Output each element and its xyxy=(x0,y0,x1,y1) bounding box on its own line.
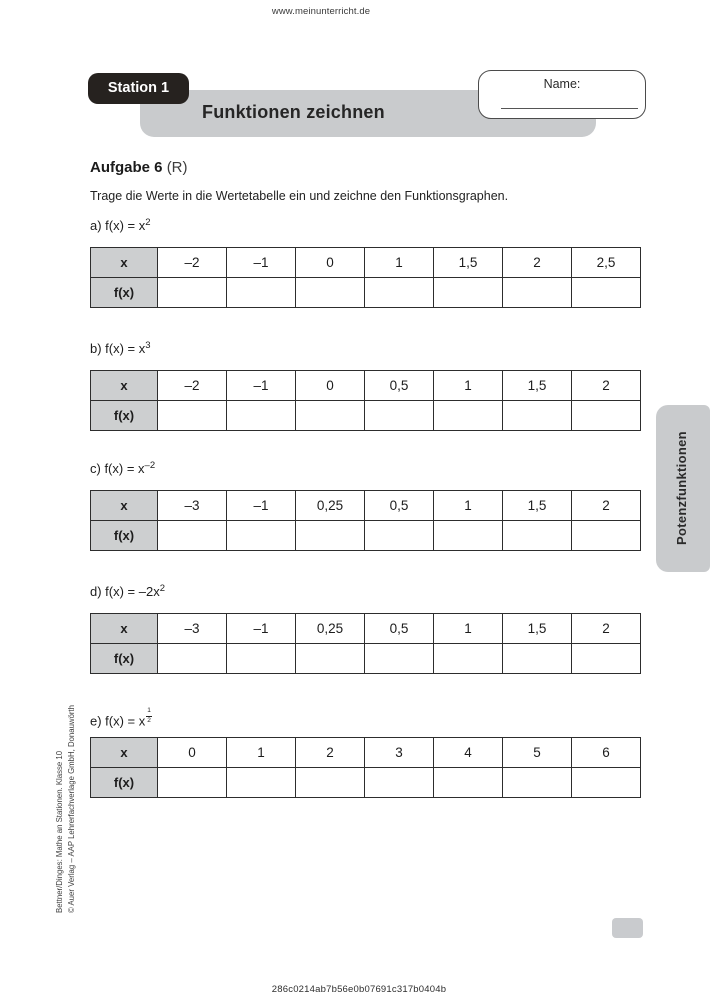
x-value-cell: 1,5 xyxy=(503,371,572,401)
fx-empty-cell xyxy=(296,521,365,551)
function-exponent: 3 xyxy=(145,340,151,351)
name-box xyxy=(478,70,646,119)
row-header-fx: f(x) xyxy=(91,278,158,308)
site-url: www.meinunterricht.de xyxy=(271,6,371,17)
x-value-cell: 0 xyxy=(158,738,227,768)
fraction-denominator: 2 xyxy=(147,716,151,724)
chapter-side-tab xyxy=(656,405,710,572)
x-value-cell: 0,25 xyxy=(296,491,365,521)
station-badge: Station 1 xyxy=(88,73,189,104)
fx-empty-cell xyxy=(434,401,503,431)
fx-empty-cell xyxy=(227,768,296,798)
row-header-x: x xyxy=(91,248,158,278)
function-formula-text: e) f(x) = x xyxy=(90,713,146,729)
chapter-side-tab-label: Potenzfunktionen xyxy=(674,431,689,546)
x-value-cell: 0 xyxy=(296,371,365,401)
function-label-b xyxy=(90,341,641,357)
x-value-cell: 1 xyxy=(434,371,503,401)
task-instruction: Trage die Werte in die Wertetabelle ein und zeichne den Funktionsgraphen. xyxy=(90,189,509,203)
x-value-cell: 0 xyxy=(296,248,365,278)
fx-empty-cell xyxy=(227,278,296,308)
fx-empty-cell xyxy=(158,521,227,551)
name-write-line xyxy=(501,108,638,109)
function-exponent-fraction xyxy=(146,708,152,724)
row-header-fx: f(x) xyxy=(91,644,158,674)
value-table-e xyxy=(90,737,641,798)
function-formula-text: a) f(x) = x xyxy=(90,218,146,233)
task-heading-number: Aufgabe 6 xyxy=(90,159,163,176)
x-value-cell: –1 xyxy=(227,491,296,521)
x-value-cell: 4 xyxy=(434,738,503,768)
fx-empty-cell xyxy=(158,401,227,431)
x-value-cell: –2 xyxy=(158,248,227,278)
task-block-a xyxy=(90,218,641,308)
x-value-cell: 5 xyxy=(503,738,572,768)
fx-empty-cell xyxy=(503,521,572,551)
fx-empty-cell xyxy=(365,278,434,308)
x-value-cell: 0,5 xyxy=(365,371,434,401)
function-exponent: 2 xyxy=(159,583,166,594)
row-header-fx: f(x) xyxy=(91,401,158,431)
x-value-cell: 2 xyxy=(503,248,572,278)
fx-empty-cell xyxy=(503,278,572,308)
function-label-c xyxy=(90,461,641,477)
fx-empty-cell xyxy=(572,401,641,431)
fx-empty-cell xyxy=(572,521,641,551)
function-exponent: –2 xyxy=(144,460,156,471)
x-value-cell: 2 xyxy=(296,738,365,768)
footer-code: 286c0214ab7b56e0b07691c317b0404b xyxy=(271,984,447,995)
x-value-cell: –3 xyxy=(158,491,227,521)
fx-empty-cell xyxy=(296,278,365,308)
fx-empty-cell xyxy=(296,644,365,674)
x-value-cell: 6 xyxy=(572,738,641,768)
fx-empty-cell xyxy=(296,401,365,431)
function-formula-text: b) f(x) = x xyxy=(90,341,146,356)
row-header-x: x xyxy=(91,614,158,644)
fx-empty-cell xyxy=(572,768,641,798)
fx-empty-cell xyxy=(227,401,296,431)
credits-copyright-line: © Auer Verlag – AAP Lehrerfachverlage GmbH, Donauwörth xyxy=(66,704,76,913)
x-value-cell: –1 xyxy=(227,371,296,401)
fx-empty-cell xyxy=(365,401,434,431)
task-block-d xyxy=(90,584,641,674)
fx-empty-cell xyxy=(434,278,503,308)
fx-empty-cell xyxy=(434,644,503,674)
x-value-cell: –1 xyxy=(227,248,296,278)
fx-empty-cell xyxy=(434,521,503,551)
credits-series-line: Bettner/Dinges: Mathe an Stationen. Klasse 10 xyxy=(55,750,64,913)
row-header-x: x xyxy=(91,738,158,768)
row-header-fx: f(x) xyxy=(91,768,158,798)
fx-empty-cell xyxy=(158,278,227,308)
x-value-cell: 1,5 xyxy=(503,491,572,521)
task-heading-suffix: (R) xyxy=(166,159,188,176)
x-value-cell: –2 xyxy=(158,371,227,401)
row-header-x: x xyxy=(91,491,158,521)
row-header-fx: f(x) xyxy=(91,521,158,551)
fx-empty-cell xyxy=(227,644,296,674)
x-value-cell: 1 xyxy=(227,738,296,768)
footer-gray-rect xyxy=(612,918,643,938)
row-header-x: x xyxy=(91,371,158,401)
fx-empty-cell xyxy=(503,644,572,674)
x-value-cell: 0,5 xyxy=(365,614,434,644)
x-value-cell: 1,5 xyxy=(434,248,503,278)
fx-empty-cell xyxy=(365,521,434,551)
name-label: Name: xyxy=(543,77,581,91)
x-value-cell: 2 xyxy=(572,491,641,521)
fx-empty-cell xyxy=(158,768,227,798)
x-value-cell: 1 xyxy=(434,614,503,644)
fx-empty-cell xyxy=(296,768,365,798)
value-table-d xyxy=(90,613,641,674)
task-heading xyxy=(90,159,188,176)
fx-empty-cell xyxy=(434,768,503,798)
function-exponent: 2 xyxy=(145,217,151,228)
fx-empty-cell xyxy=(572,644,641,674)
credits xyxy=(54,705,77,913)
fx-empty-cell xyxy=(503,401,572,431)
fraction-numerator: 1 xyxy=(146,708,152,717)
fx-empty-cell xyxy=(503,768,572,798)
x-value-cell: 1 xyxy=(434,491,503,521)
worksheet-title: Funktionen zeichnen xyxy=(202,102,385,122)
x-value-cell: 3 xyxy=(365,738,434,768)
function-formula-text: c) f(x) = x xyxy=(90,461,145,476)
x-value-cell: 0,25 xyxy=(296,614,365,644)
fx-empty-cell xyxy=(227,521,296,551)
fx-empty-cell xyxy=(365,644,434,674)
function-label-d xyxy=(90,584,641,600)
value-table-b xyxy=(90,370,641,431)
x-value-cell: 2 xyxy=(572,371,641,401)
x-value-cell: –1 xyxy=(227,614,296,644)
x-value-cell: 1 xyxy=(365,248,434,278)
fx-empty-cell xyxy=(158,644,227,674)
function-label-e xyxy=(90,707,641,729)
x-value-cell: 0,5 xyxy=(365,491,434,521)
value-table-a xyxy=(90,247,641,308)
x-value-cell: 2,5 xyxy=(572,248,641,278)
task-block-e xyxy=(90,708,641,798)
fx-empty-cell xyxy=(365,768,434,798)
x-value-cell: –3 xyxy=(158,614,227,644)
x-value-cell: 2 xyxy=(572,614,641,644)
task-block-c xyxy=(90,461,641,551)
function-formula-text: d) f(x) = –2x xyxy=(90,584,160,599)
fx-empty-cell xyxy=(572,278,641,308)
function-label-a xyxy=(90,218,641,234)
x-value-cell: 1,5 xyxy=(503,614,572,644)
value-table-c xyxy=(90,490,641,551)
task-block-b xyxy=(90,341,641,431)
